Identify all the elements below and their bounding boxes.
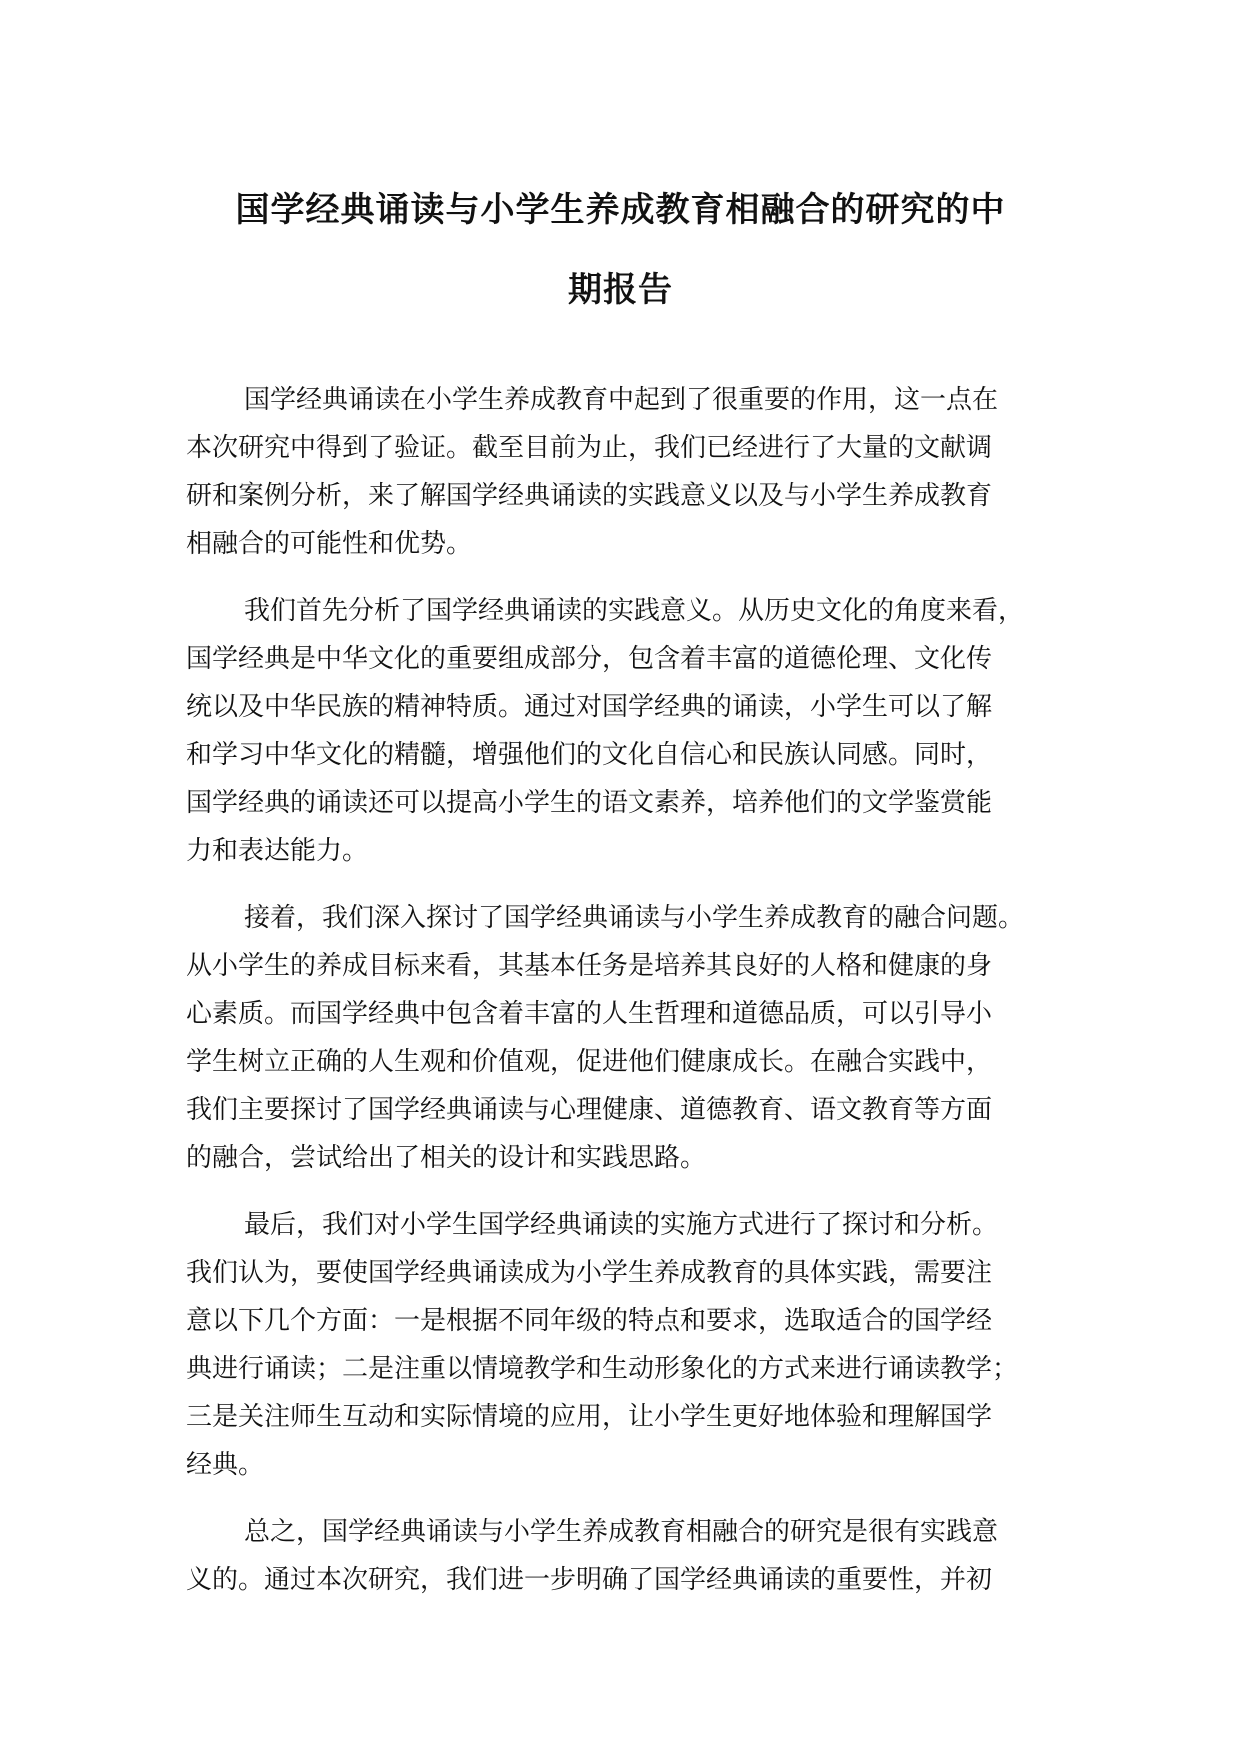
paragraph (186, 587, 1086, 875)
paragraph-line: 我们首先分析了国学经典诵读的实践意义。从历史文化的角度来看， (244, 596, 1025, 626)
paragraph-line: 典进行诵读；二是注重以情境教学和生动形象化的方式来进行诵读教学； (186, 1354, 1019, 1384)
paragraph-line: 研和案例分析，来了解国学经典诵读的实践意义以及与小学生养成教育 (186, 481, 993, 511)
paragraph-line: 总之，国学经典诵读与小学生养成教育相融合的研究是很有实践意 (244, 1517, 999, 1547)
paragraph-line: 本次研究中得到了验证。截至目前为止，我们已经进行了大量的文献调 (186, 433, 993, 463)
paragraph-line: 经典。 (186, 1450, 265, 1480)
paragraph (186, 1508, 1086, 1604)
paragraph-line: 我们认为，要使国学经典诵读成为小学生养成教育的具体实践，需要注 (186, 1258, 993, 1288)
paragraph-line: 从小学生的养成目标来看，其基本任务是培养其良好的人格和健康的身 (186, 951, 993, 981)
paragraph-line: 三是关注师生互动和实际情境的应用，让小学生更好地体验和理解国学 (186, 1402, 993, 1432)
paragraph-line: 国学经典诵读在小学生养成教育中起到了很重要的作用，这一点在 (244, 385, 999, 415)
document-title-line-2: 期报告 (568, 270, 673, 310)
paragraph-line: 学生树立正确的人生观和价值观，促进他们健康成长。在融合实践中， (186, 1047, 993, 1077)
paragraph-line: 统以及中华民族的精神特质。通过对国学经典的诵读，小学生可以了解 (186, 692, 993, 722)
paragraph-line: 力和表达能力。 (186, 836, 369, 866)
paragraph-line: 国学经典是中华文化的重要组成部分，包含着丰富的道德伦理、文化传 (186, 644, 993, 674)
paragraph (186, 376, 1086, 568)
paragraph-line: 国学经典的诵读还可以提高小学生的语文素养，培养他们的文学鉴赏能 (186, 788, 993, 818)
paragraph-line: 最后，我们对小学生国学经典诵读的实施方式进行了探讨和分析。 (244, 1210, 999, 1240)
paragraph-line: 心素质。而国学经典中包含着丰富的人生哲理和道德品质，可以引导小 (186, 999, 993, 1029)
document-body (186, 376, 1086, 1623)
paragraph (186, 894, 1086, 1182)
paragraph-line: 相融合的可能性和优势。 (186, 529, 473, 559)
paragraph-line: 的融合，尝试给出了相关的设计和实践思路。 (186, 1143, 707, 1173)
document-title-line-1: 国学经典诵读与小学生养成教育相融合的研究的中 (235, 190, 1006, 230)
paragraph-line: 我们主要探讨了国学经典诵读与心理健康、道德教育、语文教育等方面 (186, 1095, 993, 1125)
paragraph-line: 意以下几个方面：一是根据不同年级的特点和要求，选取适合的国学经 (186, 1306, 993, 1336)
paragraph-line: 义的。通过本次研究，我们进一步明确了国学经典诵读的重要性，并初 (186, 1565, 993, 1595)
paragraph-line: 接着，我们深入探讨了国学经典诵读与小学生养成教育的融合问题。 (244, 903, 1025, 933)
paragraph-line: 和学习中华文化的精髓，增强他们的文化自信心和民族认同感。同时， (186, 740, 993, 770)
paragraph (186, 1201, 1086, 1489)
